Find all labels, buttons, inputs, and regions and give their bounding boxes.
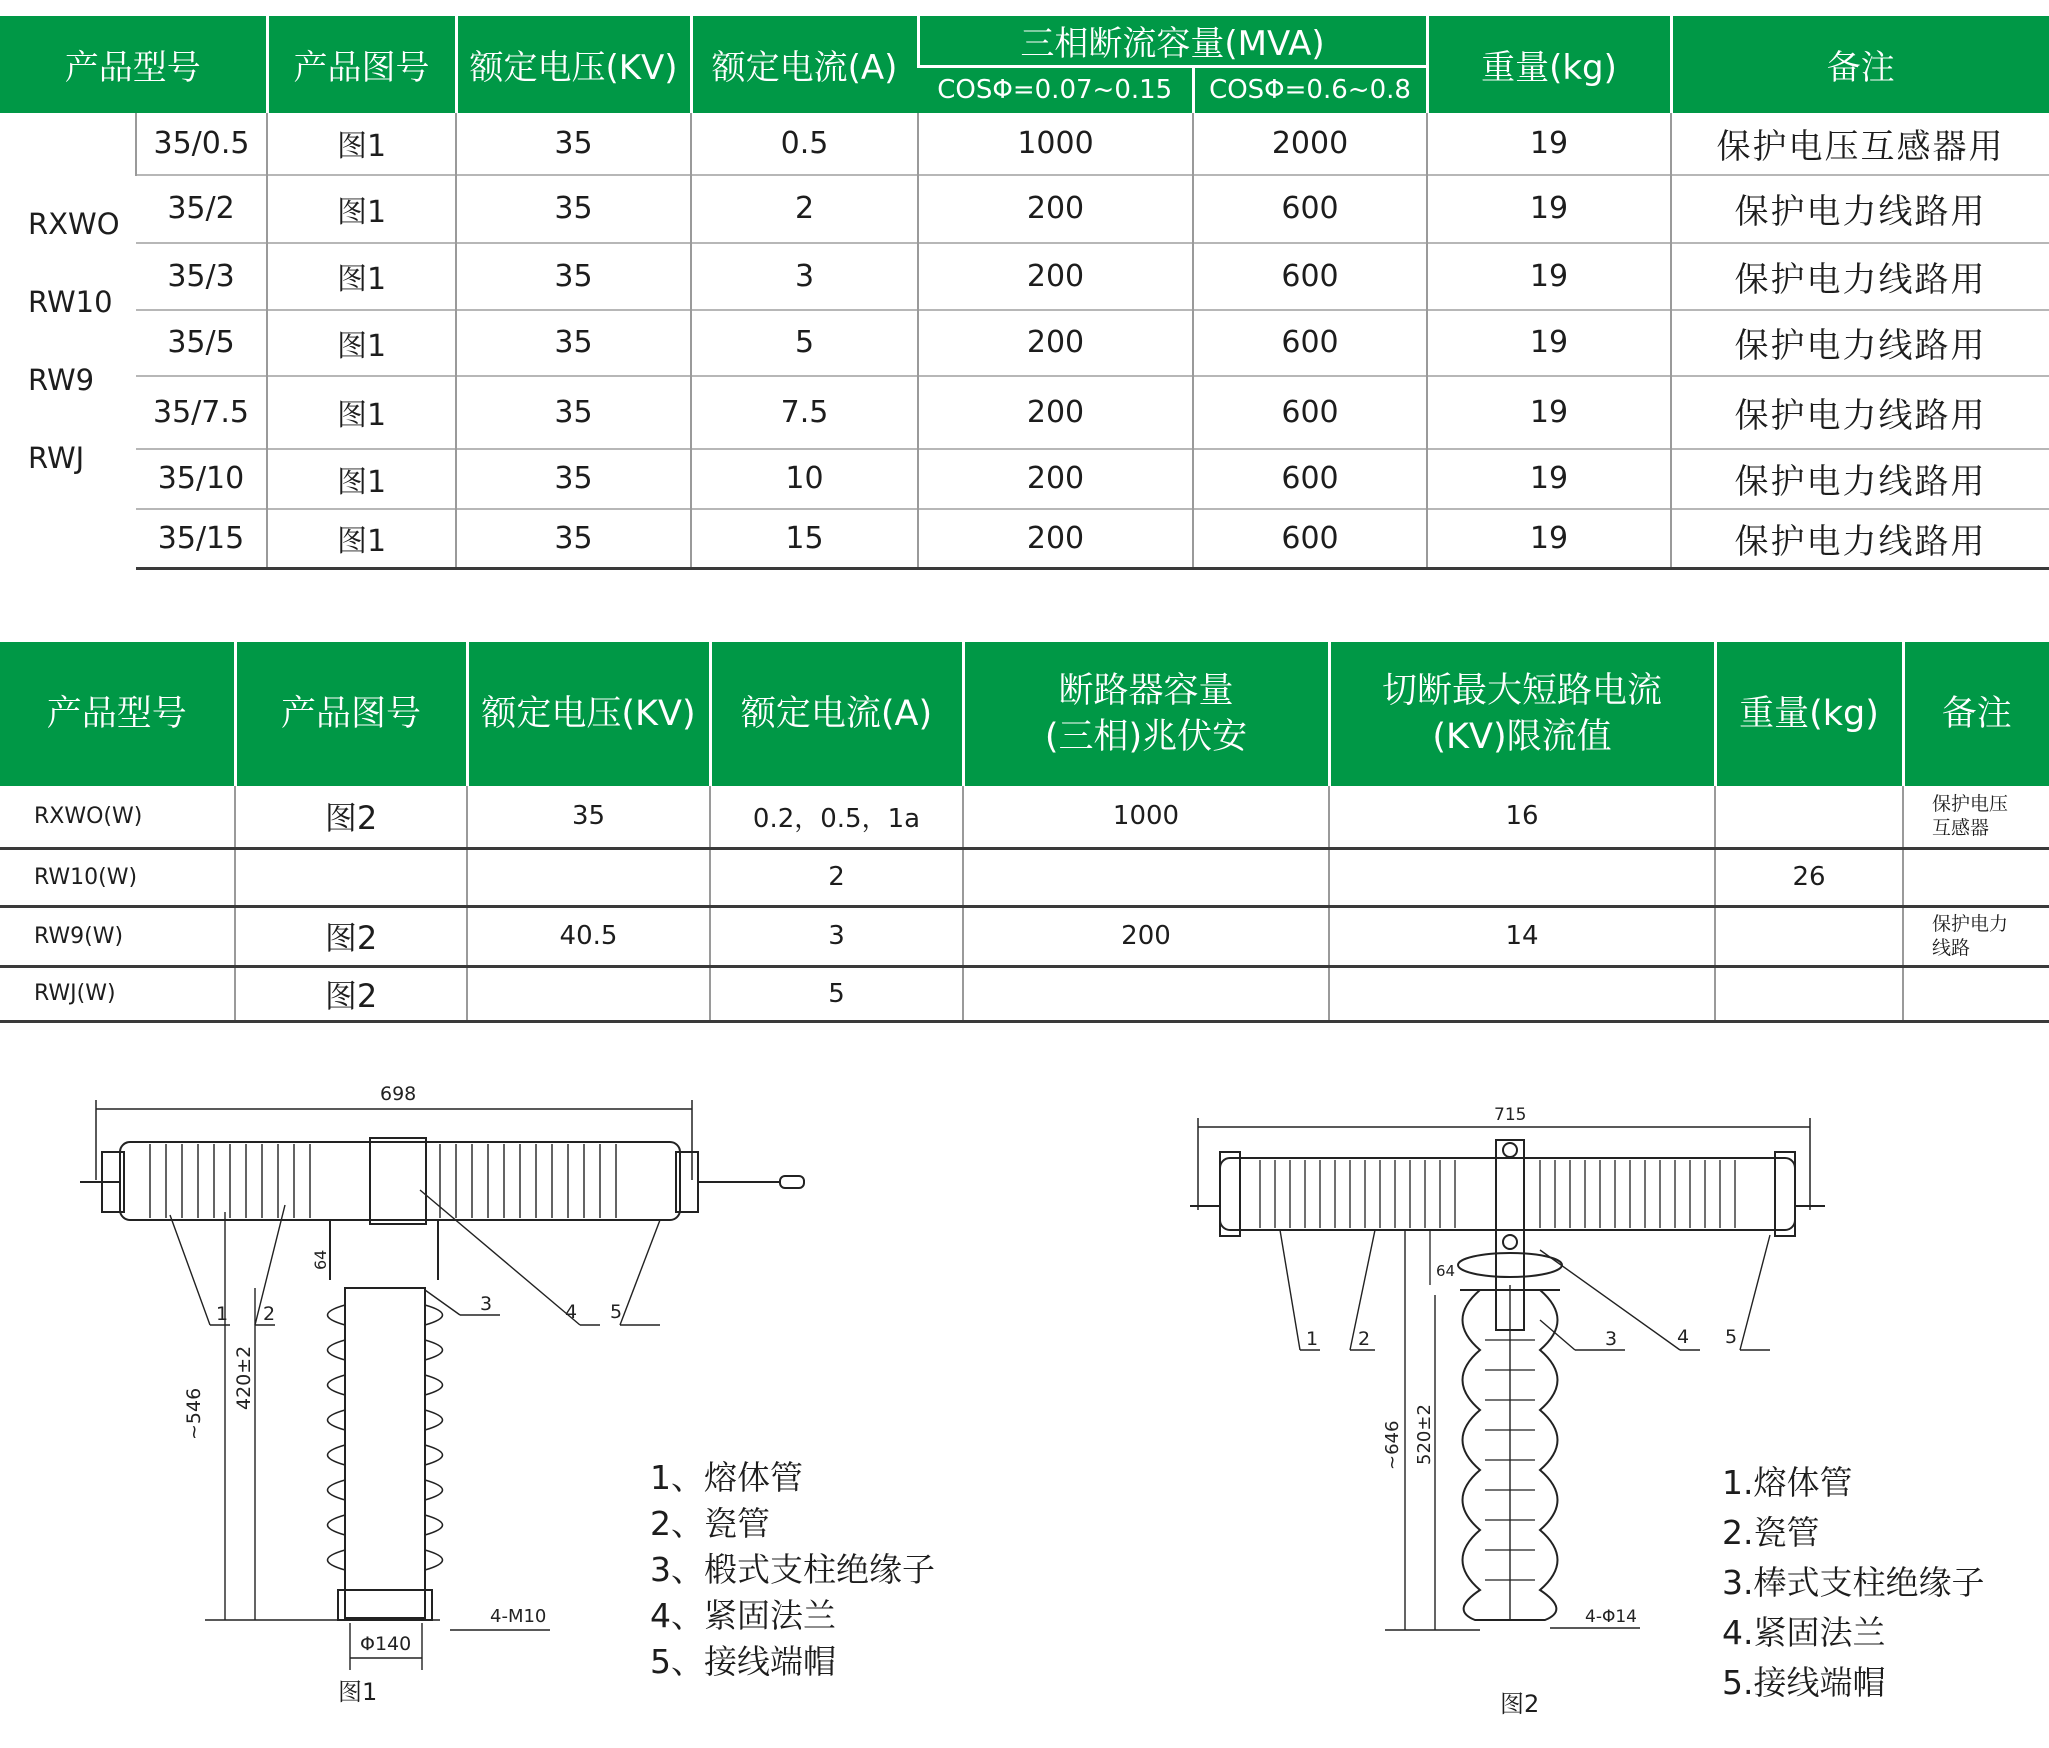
figure-cell: 图2 <box>235 906 467 966</box>
callout-1: 1 <box>216 1303 229 1325</box>
callout-3: 3 <box>480 1293 493 1315</box>
legend-item: 5.接线端帽 <box>1722 1663 1886 1702</box>
capacity-low-cell: 200 <box>918 449 1193 509</box>
voltage-cell <box>467 966 710 1021</box>
capacity-low-cell: 200 <box>918 376 1193 449</box>
model-cell: RW10(W) <box>0 848 235 906</box>
dim-420-label: 420±2 <box>233 1345 255 1410</box>
figure2-caption: 图2 <box>1500 1690 1540 1718</box>
figure-cell: 图1 <box>267 175 456 243</box>
model-name: RWJ <box>28 440 85 475</box>
remark-cell: 保护电力线路用 <box>1671 310 2049 376</box>
spec-cell: 35/2 <box>136 175 267 243</box>
dim-width-label: 715 <box>1494 1105 1527 1125</box>
legend-item: 5、接线端帽 <box>650 1642 836 1681</box>
header-cos-low: COSΦ=0.07~0.15 <box>918 67 1193 113</box>
callout-2: 2 <box>263 1303 276 1325</box>
current-cell: 2 <box>710 848 963 906</box>
spec-cell: 35/5 <box>136 310 267 376</box>
remark-cell: 保护电力线路用 <box>1671 449 2049 509</box>
legend-item: 4、紧固法兰 <box>650 1596 836 1635</box>
callout-5: 5 <box>1725 1326 1738 1348</box>
breaker-cell <box>963 966 1329 1021</box>
header-figure: 产品图号 <box>267 16 456 113</box>
legend-item: 3、椴式支柱绝缘子 <box>650 1550 935 1589</box>
remark-cell: 保护电力线路用 <box>1671 376 2049 449</box>
remark-line1: 保护电力 <box>1932 913 2009 935</box>
current-cell: 3 <box>710 906 963 966</box>
voltage-cell: 35 <box>467 786 710 848</box>
remark-cell: 保护电压互感器用 <box>1671 113 2049 175</box>
breaker-cell: 1000 <box>963 786 1329 848</box>
spec-table-2 <box>0 642 2049 1023</box>
dim-bolt-label: 4-M10 <box>490 1606 547 1627</box>
voltage-cell: 35 <box>456 175 691 243</box>
legend-item: 4.紧固法兰 <box>1722 1613 1886 1652</box>
remark-cell <box>1903 786 2049 848</box>
model-cell: RWJ(W) <box>0 966 235 1021</box>
breaker-cell: 200 <box>963 906 1329 966</box>
callout-1: 1 <box>1306 1328 1319 1350</box>
header-remark: 备注 <box>1671 16 2049 113</box>
callout-4: 4 <box>1677 1326 1690 1348</box>
weight-cell: 19 <box>1427 243 1671 310</box>
header-voltage: 额定电压(KV) <box>467 642 710 786</box>
capacity-high-cell: 600 <box>1193 376 1427 449</box>
header-voltage: 额定电压(KV) <box>456 16 691 113</box>
legend-item: 1.熔体管 <box>1722 1463 1853 1502</box>
remark-cell <box>1903 848 2049 906</box>
remark-cell: 保护电力线路用 <box>1671 509 2049 569</box>
current-cell: 3 <box>691 243 918 310</box>
cut-cell <box>1329 848 1715 906</box>
header-cut-current <box>1329 642 1715 786</box>
figure-cell: 图1 <box>267 113 456 175</box>
capacity-high-cell: 600 <box>1193 509 1427 569</box>
capacity-low-cell: 1000 <box>918 113 1193 175</box>
spec-cell: 35/7.5 <box>136 376 267 449</box>
header-model: 产品型号 <box>0 642 235 786</box>
legend-item: 2、瓷管 <box>650 1504 770 1543</box>
figure-cell: 图1 <box>267 509 456 569</box>
capacity-high-cell: 600 <box>1193 175 1427 243</box>
voltage-cell: 35 <box>456 243 691 310</box>
header-cos-high: COSΦ=0.6~0.8 <box>1193 67 1427 113</box>
current-cell: 0.2，0.5，1a <box>710 786 963 848</box>
voltage-cell: 35 <box>456 310 691 376</box>
weight-cell <box>1715 906 1903 966</box>
remark-cell: 保护电力线路用 <box>1671 175 2049 243</box>
spec-cell: 35/0.5 <box>136 113 267 175</box>
figure-cell <box>235 848 467 906</box>
header-model: 产品型号 <box>0 16 267 113</box>
header-weight: 重量(kg) <box>1427 16 1671 113</box>
header-remark: 备注 <box>1903 642 2049 786</box>
weight-cell: 19 <box>1427 175 1671 243</box>
weight-cell: 26 <box>1715 848 1903 906</box>
weight-cell: 19 <box>1427 509 1671 569</box>
legend-item: 3.棒式支柱绝缘子 <box>1722 1563 1985 1602</box>
dim-64-label: 64 <box>1436 1262 1456 1280</box>
current-cell: 7.5 <box>691 376 918 449</box>
breaker-cell <box>963 848 1329 906</box>
weight-cell: 19 <box>1427 449 1671 509</box>
current-cell: 10 <box>691 449 918 509</box>
voltage-cell: 35 <box>456 449 691 509</box>
current-cell: 2 <box>691 175 918 243</box>
model-name: RXWO <box>28 206 120 241</box>
remark-line1: 保护电压 <box>1932 793 2009 816</box>
capacity-low-cell: 200 <box>918 509 1193 569</box>
model-cell: RW9(W) <box>0 906 235 966</box>
figure1-caption: 图1 <box>338 1678 378 1706</box>
figure-cell: 图1 <box>267 243 456 310</box>
legend-fig1 <box>650 1455 935 1685</box>
voltage-cell: 35 <box>456 376 691 449</box>
dim-base-label: Φ140 <box>360 1633 412 1655</box>
voltage-cell: 40.5 <box>467 906 710 966</box>
remark-line2: 线路 <box>1932 937 1971 959</box>
figure-cell: 图2 <box>235 786 467 848</box>
dim-64-label: 64 <box>311 1249 330 1270</box>
header-weight: 重量(kg) <box>1715 642 1903 786</box>
header-capacity: 三相断流容量(MVA) <box>918 16 1427 67</box>
legend-item: 2.瓷管 <box>1722 1513 1820 1552</box>
weight-cell <box>1715 966 1903 1021</box>
header-cut-line2: (KV)限流值 <box>1432 717 1612 757</box>
weight-cell <box>1715 786 1903 848</box>
header-current: 额定电流(A) <box>691 16 918 113</box>
header-current: 额定电流(A) <box>710 642 963 786</box>
dim-bolt-label: 4-Φ14 <box>1585 1607 1637 1627</box>
dim-546-label: ~546 <box>183 1387 205 1440</box>
voltage-cell: 35 <box>456 509 691 569</box>
capacity-high-cell: 600 <box>1193 310 1427 376</box>
model-group <box>0 113 136 569</box>
spec-cell: 35/3 <box>136 243 267 310</box>
capacity-high-cell: 600 <box>1193 449 1427 509</box>
remark-cell <box>1903 906 2049 966</box>
header-breaker-capacity <box>963 642 1329 786</box>
voltage-cell: 35 <box>456 113 691 175</box>
spec-cell: 35/10 <box>136 449 267 509</box>
cut-cell: 16 <box>1329 786 1715 848</box>
header-figure: 产品图号 <box>235 642 467 786</box>
header-breaker-line2: (三相)兆伏安 <box>1044 717 1248 757</box>
figure-cell: 图1 <box>267 449 456 509</box>
callout-4: 4 <box>565 1301 578 1323</box>
cut-cell: 14 <box>1329 906 1715 966</box>
capacity-high-cell: 2000 <box>1193 113 1427 175</box>
remark-cell <box>1903 966 2049 1021</box>
callout-3: 3 <box>1605 1328 1618 1350</box>
model-name: RW9 <box>28 362 95 397</box>
figure-cell: 图1 <box>267 310 456 376</box>
capacity-high-cell: 600 <box>1193 243 1427 310</box>
figure-cell: 图2 <box>235 966 467 1021</box>
model-name: RW10 <box>28 284 113 319</box>
weight-cell: 19 <box>1427 113 1671 175</box>
capacity-low-cell: 200 <box>918 175 1193 243</box>
spec-table-1 <box>0 16 2049 570</box>
capacity-low-cell: 200 <box>918 243 1193 310</box>
figure-cell: 图1 <box>267 376 456 449</box>
weight-cell: 19 <box>1427 310 1671 376</box>
legend-item: 1、熔体管 <box>650 1458 803 1497</box>
capacity-low-cell: 200 <box>918 310 1193 376</box>
current-cell: 0.5 <box>691 113 918 175</box>
model-cell: RXWO(W) <box>0 786 235 848</box>
header-cut-line1: 切断最大短路电流 <box>1381 671 1662 711</box>
callout-2: 2 <box>1358 1328 1371 1350</box>
current-cell: 5 <box>691 310 918 376</box>
voltage-cell <box>467 848 710 906</box>
dim-width-label: 698 <box>380 1083 417 1105</box>
callout-5: 5 <box>610 1301 623 1323</box>
spec-cell: 35/15 <box>136 509 267 569</box>
dim-520-label: 520±2 <box>1414 1404 1435 1465</box>
remark-cell: 保护电力线路用 <box>1671 243 2049 310</box>
current-cell: 15 <box>691 509 918 569</box>
remark-line2: 互感器 <box>1932 817 1990 840</box>
dim-646-label: ~646 <box>1382 1420 1403 1470</box>
header-breaker-line1: 断路器容量 <box>1058 671 1234 711</box>
current-cell: 5 <box>710 966 963 1021</box>
cut-cell <box>1329 966 1715 1021</box>
weight-cell: 19 <box>1427 376 1671 449</box>
legend-fig2 <box>1722 1458 1985 1708</box>
